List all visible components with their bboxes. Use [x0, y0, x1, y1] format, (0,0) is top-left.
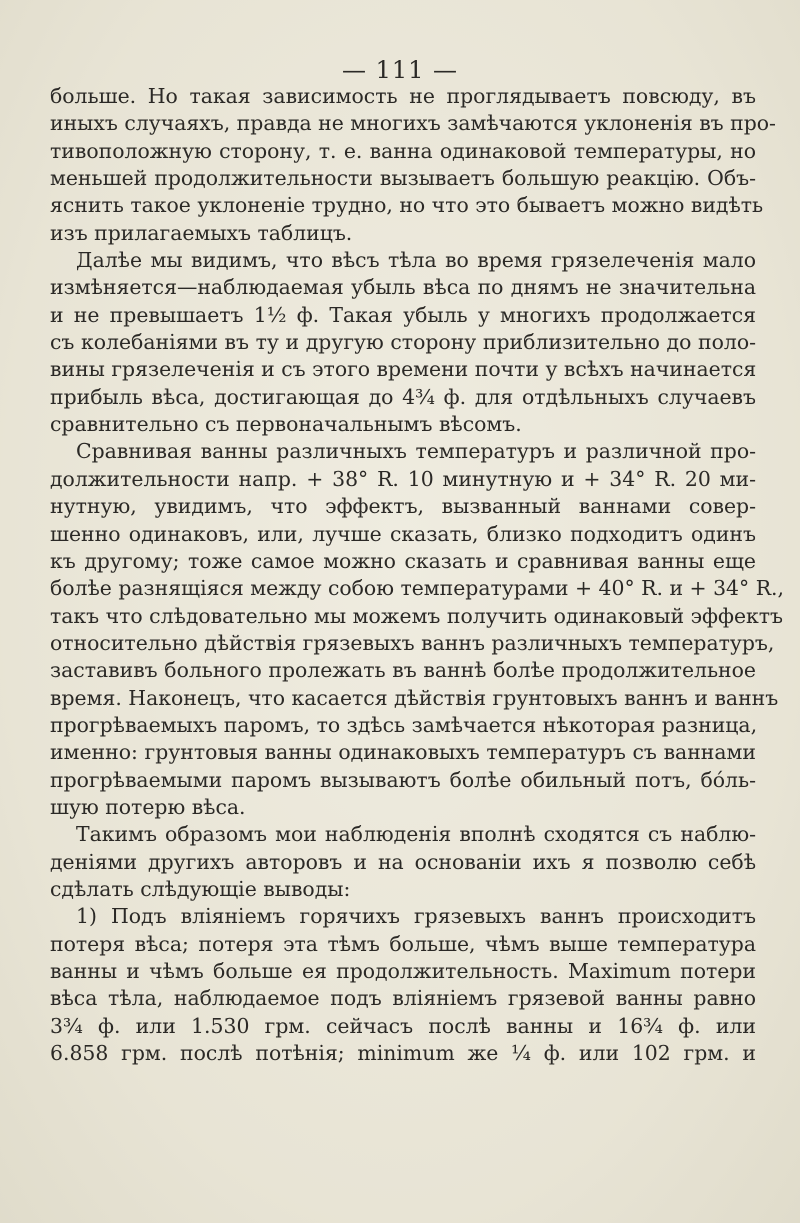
text-line: 6.858 грм. послѣ потѣнія; minimum же ¼ ф. или 102 грм. и	[50, 1041, 756, 1066]
text-line: прибыль вѣса, достигающая до 4¾ ф. для отдѣльныхъ случаевъ	[50, 384, 756, 409]
text-line: шую потерю вѣса.	[50, 794, 246, 819]
text-line: относительно дѣйствія грязевыхъ ваннъ различныхъ температуръ,	[50, 630, 775, 655]
text-line: время. Наконецъ, что касается дѣйствія грунтовыхъ ваннъ и ваннъ	[50, 685, 779, 710]
text-line: Далѣе мы видимъ, что вѣсъ тѣла во время грязелеченія мало	[76, 248, 756, 273]
text-line: меньшей продолжительности вызываетъ большую реакцію. Объ-	[50, 166, 756, 191]
page-number: — 111 —	[341, 56, 459, 84]
text-line: деніями другихъ авторовъ и на основаніи ихъ я позволю себѣ	[50, 849, 756, 874]
text-line: потеря вѣса; потеря эта тѣмъ больше, чѣмъ выше температура	[50, 931, 756, 956]
text-line: и не превышаетъ 1½ ф. Такая убыль у многихъ продолжается	[50, 302, 756, 327]
text-line: вѣса тѣла, наблюдаемое подъ вліяніемъ грязевой ванны равно	[50, 986, 756, 1011]
text-line: прогрѣваемыхъ паромъ, то здѣсь замѣчается нѣкоторая разница,	[50, 712, 758, 737]
text-line: ванны и чѣмъ больше ея продолжительность. Maximum потери	[50, 959, 756, 983]
text-line: съ колебаніями въ ту и другую сторону приблизительно до поло-	[50, 330, 756, 355]
text-line: заставивъ больного пролежать въ ваннѣ болѣе продолжительное	[50, 658, 756, 683]
text-line: прогрѣваемыми паромъ вызываютъ болѣе обильный потъ, бо́ль-	[50, 767, 756, 792]
text-line: яснить такое уклоненіе трудно, но что это бываетъ можно видѣть	[50, 193, 764, 218]
text-line: тивоположную сторону, т. е. ванна одинаковой температуры, но	[50, 138, 756, 163]
text-line: именно: грунтовыя ванны одинаковыхъ температуръ съ ваннами	[50, 740, 756, 765]
text-line: Такимъ образомъ мои наблюденія вполнѣ сходятся съ наблю-	[76, 822, 756, 847]
text-line: 1) Подъ вліяніемъ горячихъ грязевыхъ ваннъ происходитъ	[76, 904, 756, 929]
text-line: болѣе разнящіяся между собою температурами + 40° R. и + 34° R.,	[50, 576, 785, 601]
text-line: сравнительно съ первоначальнымъ вѣсомъ.	[50, 412, 522, 437]
text-line: должительности напр. + 38° R. 10 минутную и + 34° R. 20 ми-	[50, 466, 756, 491]
text-line: Сравнивая ванны различныхъ температуръ и различной про-	[76, 439, 756, 464]
text-line: такъ что слѣдовательно мы можемъ получить одинаковый эффектъ	[50, 603, 784, 628]
text-line: иныхъ случаяхъ, правда не многихъ замѣчаются уклоненія въ про-	[50, 111, 776, 136]
text-line: къ другому; тоже самое можно сказать и сравнивая ванны еще	[50, 548, 756, 573]
body-text	[50, 83, 785, 1067]
text-line: сдѣлать слѣдующіе выводы:	[50, 876, 351, 901]
text-line: нутную, увидимъ, что эффектъ, вызванный ваннами совер-	[50, 494, 756, 519]
text-line: шенно одинаковъ, или, лучше сказать, близко подходитъ одинъ	[50, 521, 756, 546]
text-line: изъ прилагаемыхъ таблицъ.	[50, 220, 353, 245]
text-line: измѣняется—наблюдаемая убыль вѣса по днямъ не значительна	[50, 275, 756, 300]
text-line: 3¾ ф. или 1.530 грм. сейчасъ послѣ ванны и 16¾ ф. или	[50, 1013, 756, 1038]
text-line: вины грязелеченія и съ этого времени почти у всѣхъ начинается	[50, 357, 757, 382]
text-line: больше. Но такая зависимость не проглядываетъ повсюду, въ	[50, 84, 756, 108]
